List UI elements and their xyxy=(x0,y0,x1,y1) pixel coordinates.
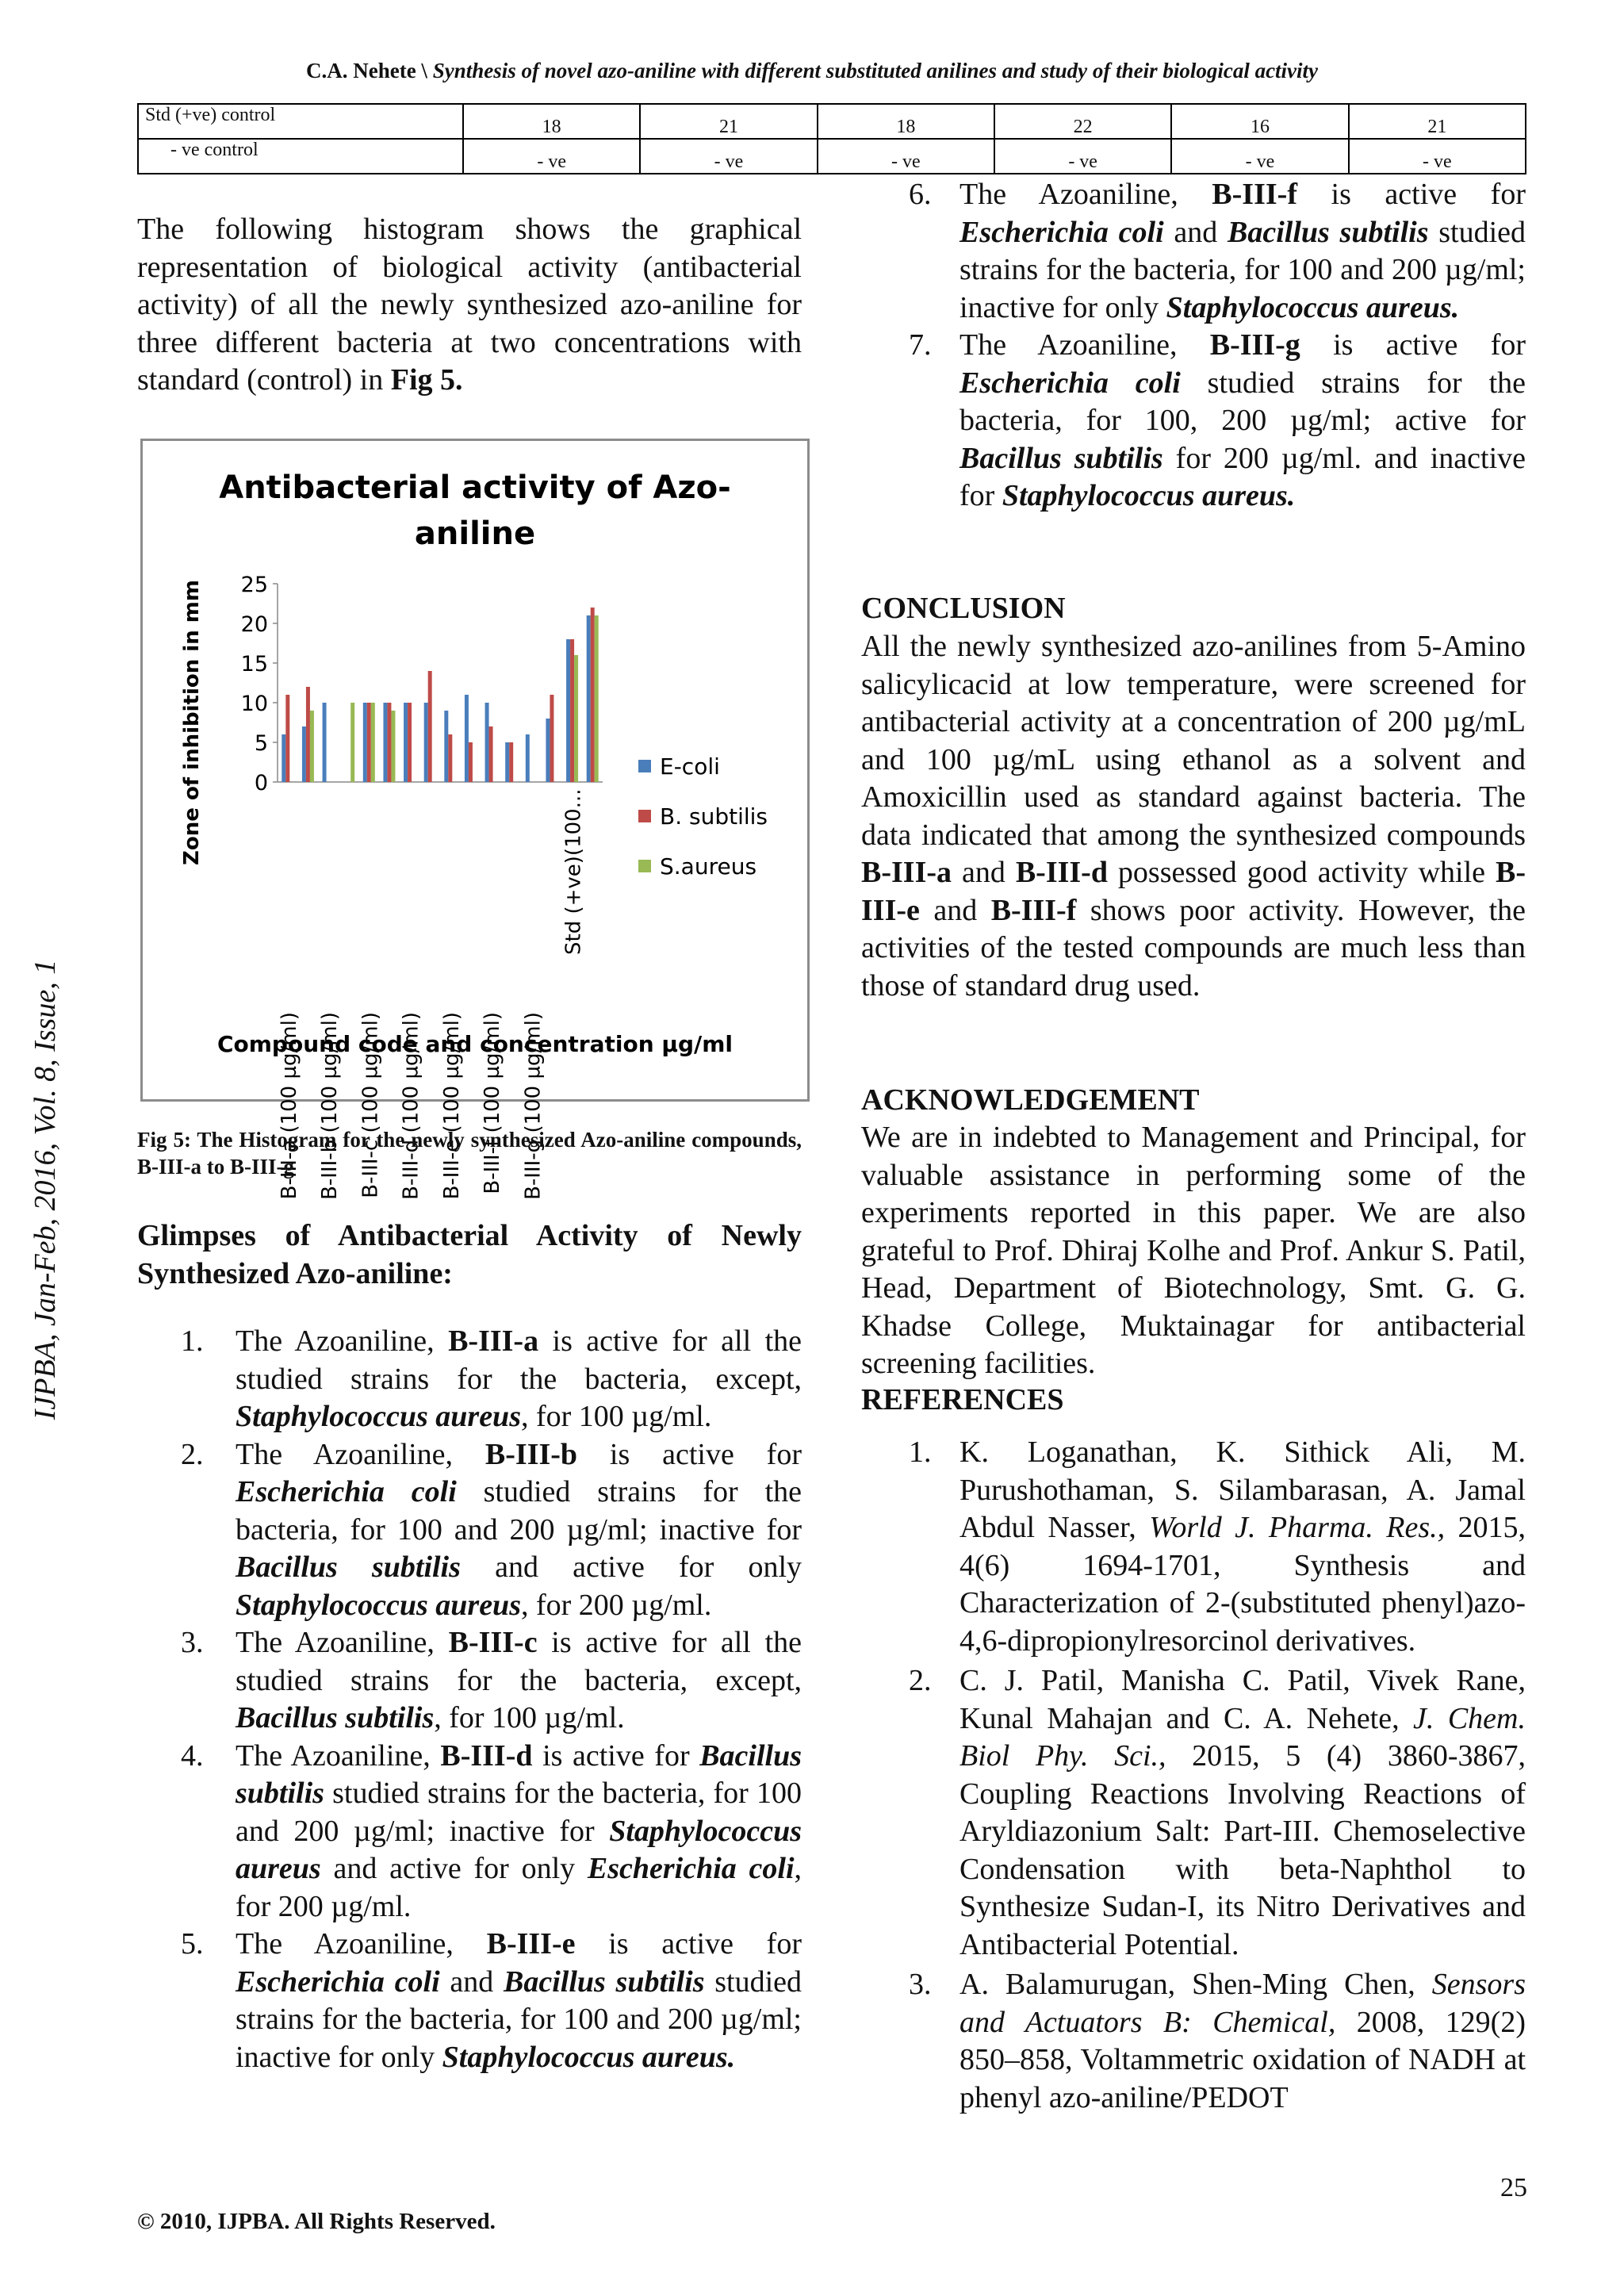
species-name: Bacillus subtilis xyxy=(1228,215,1429,249)
text-run: possessed good activity while xyxy=(1107,856,1496,889)
header-title: Synthesis of novel azo-aniline with different substituted anilines and study of their biological activity xyxy=(432,59,1319,82)
x-tick-label: B-III-a (100 µg/ml) xyxy=(277,1012,301,1200)
acknowledgement-paragraph: We are in indebted to Management and Principal, for valuable assistance in performing some of the experiments reported in this paper. We are also grateful to Prof. Dhiraj Kolhe and Prof. Ankur S. Patil, Head, Department of Biotechnology, Smt. G. G. Khadse College, Muktainagar for antibacterial screening facilities. xyxy=(861,1121,1526,1380)
list-number: 2. xyxy=(181,1437,204,1471)
compound-code: B-III-c xyxy=(448,1626,538,1659)
list-item xyxy=(137,1624,802,1738)
bar-b-subtilis xyxy=(428,671,432,782)
list-item xyxy=(137,1738,802,1926)
compound-code: B-III-d xyxy=(1015,856,1108,889)
bar-b-subtilis xyxy=(509,742,513,782)
conclusion-heading: CONCLUSION xyxy=(861,592,1066,625)
list-number: 6. xyxy=(909,178,932,211)
legend-swatch xyxy=(638,860,651,872)
control-table xyxy=(137,103,1526,174)
species-name: Bacillus subtilis xyxy=(236,1550,461,1584)
species-name: Escherichia coli xyxy=(587,1852,795,1885)
text-run: and xyxy=(919,893,991,927)
text-run: is active for xyxy=(1300,328,1526,362)
list-number: 3. xyxy=(909,1968,932,2001)
bar-b-subtilis xyxy=(285,695,289,782)
figure-reference: Fig 5. xyxy=(390,363,463,397)
y-tick-label: 15 xyxy=(240,652,268,677)
table-cell: - ve xyxy=(463,139,640,174)
y-tick-label: 25 xyxy=(240,573,268,597)
text-run: and active for only xyxy=(460,1550,802,1584)
text-run: 2015, 4(6) 1694-1701, Synthesis and Characterization of 2-(substituted phenyl)azo-4,6-dipropionylresorcinol derivatives. xyxy=(959,1511,1526,1658)
species-name: Staphylococcus aureus xyxy=(236,1814,802,1885)
text-run: A. Balamurugan, Shen-Ming Chen, xyxy=(959,1968,1432,2001)
section-heading: Glimpses of Antibacterial Activity of Newly Synthesized Azo-aniline: xyxy=(137,1219,802,1290)
bar-s-aureus xyxy=(574,655,578,782)
text-run: for 200 µg/ml. and inactive for xyxy=(959,441,1526,512)
bar-b-subtilis xyxy=(448,734,452,782)
species-name: Bacillus subtilis xyxy=(236,1701,435,1734)
intro-text: The following histogram shows the graphical representation of biological activity (antibacterial activity) of all the newly synthesized azo-aniline for three different bacteria at two concentrations with standard (control) in xyxy=(137,213,802,397)
text-run: and xyxy=(952,856,1016,889)
text-run: , for 200 µg/ml. xyxy=(236,1852,802,1923)
bar-e-coli xyxy=(404,703,408,782)
bar-s-aureus xyxy=(350,703,354,782)
journal-name: World J. Pharma. Res., xyxy=(1149,1511,1446,1544)
bar-s-aureus xyxy=(595,615,599,782)
glimpses-list-continued xyxy=(861,176,1526,516)
bar-e-coli xyxy=(546,719,550,782)
x-tick-label: B-III-d (100 µg/ml) xyxy=(399,1012,423,1200)
copyright-notice: © 2010, IJPBA. All Rights Reserved. xyxy=(137,2209,496,2234)
bar-e-coli xyxy=(444,711,448,782)
text-run: The Azoaniline, xyxy=(236,1626,449,1659)
running-header xyxy=(0,59,1624,83)
species-name: Escherichia coli xyxy=(959,366,1181,400)
conclusion-paragraph xyxy=(861,628,1526,1005)
bar-e-coli xyxy=(485,703,489,782)
table-cell: - ve control xyxy=(138,139,463,174)
species-name: Staphylococcus aureus. xyxy=(1002,479,1296,512)
intro-paragraph xyxy=(137,211,802,400)
table-cell: 21 xyxy=(1349,104,1526,139)
text-run: studied strains for the bacteria, for 100 and 200 µg/ml; inactive for only xyxy=(236,1964,802,2074)
list-number: 1. xyxy=(181,1324,204,1358)
text-run: and active for only xyxy=(320,1852,588,1885)
reference-item xyxy=(861,1966,1526,2117)
text-run: studied strains for the bacteria, for 100, 200 µg/ml; active for xyxy=(959,366,1526,437)
bar-e-coli xyxy=(302,726,306,782)
x-tick-label: Std (+ve)(100... xyxy=(561,788,586,955)
species-name: Staphylococcus aureus xyxy=(236,1588,521,1622)
compound-code: B-III-a xyxy=(861,856,952,889)
legend-swatch xyxy=(638,760,651,772)
bar-e-coli xyxy=(526,734,530,782)
acknowledgement-heading: ACKNOWLEDGEMENT xyxy=(861,1083,1200,1117)
journal-name: Sensors and Actuators B: Chemical, xyxy=(959,1968,1526,2039)
bar-b-subtilis xyxy=(550,695,553,782)
species-name: Staphylococcus aureus. xyxy=(442,2040,736,2074)
bar-e-coli xyxy=(383,703,387,782)
table-row xyxy=(138,104,1526,139)
species-name: Bacillus subtilis xyxy=(959,441,1163,475)
text-run: 2015, 5 (4) 3860-3867, Coupling Reactions Involving Reactions of Aryldiazonium Salt: Part-III. Chemoselective Condensation with beta-Naphthol to Synthesize Sudan-I, its Nitro Derivatives and Antibacterial Potential. xyxy=(959,1739,1526,1961)
species-name: Staphylococcus aureus. xyxy=(1166,290,1460,324)
species-name: Escherichia coli xyxy=(236,1964,440,1999)
bar-e-coli xyxy=(323,703,327,782)
y-tick-label: 20 xyxy=(240,612,268,637)
text-run: All the newly synthesized azo-anilines from 5-Amino salicylicacid at low temperature, were screened for antibacterial activity at a concentration of 200 µg/mL and 100 µg/mL using ethanol as a solvent and Amoxicillin used as standard against bacteria. The data indicated that among the synthesized compounds xyxy=(861,630,1526,852)
compound-code: B-III-f xyxy=(1212,178,1297,211)
bar-e-coli xyxy=(424,703,428,782)
bar-s-aureus xyxy=(391,711,395,782)
bar-b-subtilis xyxy=(387,703,391,782)
species-name: Bacillus subtilis xyxy=(236,1738,802,1810)
table-cell: Std (+ve) control xyxy=(138,104,463,139)
table-cell: - ve xyxy=(1171,139,1348,174)
text-run: The Azoaniline, xyxy=(959,328,1210,362)
list-item xyxy=(137,1926,802,2076)
text-run: , for 100 µg/ml. xyxy=(434,1701,625,1734)
page-number: 25 xyxy=(1500,2173,1527,2202)
y-tick-label: 0 xyxy=(254,771,268,795)
compound-code: B-III-d xyxy=(440,1738,533,1773)
text-run: is active for xyxy=(575,1927,802,1961)
text-run: The Azoaniline, xyxy=(236,1738,441,1773)
legend-swatch xyxy=(638,810,651,822)
bar-b-subtilis xyxy=(570,639,574,782)
list-number: 3. xyxy=(181,1626,204,1659)
figure-caption: Fig 5: The Histogram for the newly synthesized Azo-aniline compounds, B-III-a to B-III-g xyxy=(137,1128,802,1179)
text-run: The Azoaniline, xyxy=(236,1437,485,1471)
list-number: 7. xyxy=(909,328,932,362)
list-item xyxy=(861,176,1526,327)
text-run: and xyxy=(439,1964,504,1999)
text-run: K. Loganathan, K. Sithick Ali, M. Purushothaman, S. Silambarasan, A. Jamal Abdul Nasser, xyxy=(959,1435,1526,1544)
references-heading: REFERENCES xyxy=(861,1383,1064,1416)
y-tick-label: 5 xyxy=(254,731,268,756)
reference-item xyxy=(861,1662,1526,1964)
chart-title: Antibacterial activity of Azo- xyxy=(219,470,731,506)
text-run: is active for xyxy=(1297,178,1526,211)
legend-label: B. subtilis xyxy=(660,803,768,830)
bar-s-aureus xyxy=(310,711,314,782)
bar-b-subtilis xyxy=(408,703,412,782)
table-cell: - ve xyxy=(994,139,1171,174)
text-run: is active for all the studied strains for the bacteria, except, xyxy=(236,1626,802,1697)
x-tick-label: B-III-b (100 µg/ml) xyxy=(318,1012,343,1200)
chart-legend xyxy=(638,753,768,880)
header-author: C.A. Nehete \ xyxy=(305,59,433,82)
y-axis-label: Zone of inhibition in mm xyxy=(180,580,204,865)
chart-title: aniline xyxy=(414,516,536,552)
text-run: and xyxy=(1163,215,1228,249)
text-run: The Azoaniline, xyxy=(959,178,1212,211)
text-run: studied strains for the bacteria, for 100 and 200 µg/ml; inactive for xyxy=(236,1475,802,1547)
legend-label: S.aureus xyxy=(660,853,757,880)
species-name: Escherichia coli xyxy=(236,1475,457,1508)
y-tick-label: 10 xyxy=(240,692,268,716)
compound-code: B-III-e xyxy=(861,856,1526,927)
list-item xyxy=(137,1323,802,1436)
glimpses-list xyxy=(137,1323,802,2076)
compound-code: B-III-e xyxy=(486,1927,576,1961)
table-cell: 16 xyxy=(1171,104,1348,139)
text-run: studied strains for the bacteria, for 100 and 200 µg/ml; inactive for xyxy=(236,1777,802,1848)
x-tick-label: B-III-c (100 µg/ml) xyxy=(358,1012,383,1198)
table-cell: - ve xyxy=(1349,139,1526,174)
text-run: C. J. Patil, Manisha C. Patil, Vivek Rane, Kunal Mahajan and C. A. Nehete, xyxy=(959,1664,1526,1735)
list-number: 5. xyxy=(181,1927,204,1961)
text-run: shows poor activity. However, the activities of the tested compounds are much less than those of standard drug used. xyxy=(861,893,1526,1002)
bar-group xyxy=(282,608,598,782)
x-tick-label: B-III-e (100 µg/ml) xyxy=(439,1012,464,1200)
reference-item xyxy=(861,1434,1526,1660)
bar-s-aureus xyxy=(371,703,375,782)
compound-code: B-III-f xyxy=(990,893,1077,927)
compound-code: B-III-g xyxy=(1209,328,1300,362)
text-run: , for 100 µg/ml. xyxy=(520,1400,712,1433)
table-cell: - ve xyxy=(640,139,817,174)
species-name: Escherichia coli xyxy=(959,215,1164,249)
list-item xyxy=(137,1436,802,1625)
species-name: Staphylococcus aureus xyxy=(236,1400,521,1433)
legend-label: E-coli xyxy=(660,753,720,780)
table-cell: 21 xyxy=(640,104,817,139)
bar-e-coli xyxy=(465,695,469,782)
text-run: is active for xyxy=(532,1738,700,1773)
bar-b-subtilis xyxy=(469,742,473,782)
species-name: Bacillus subtilis xyxy=(504,1964,705,1999)
list-number: 4. xyxy=(181,1738,204,1773)
text-run: is active for all the studied strains for the bacteria, except, xyxy=(236,1324,802,1396)
list-number: 2. xyxy=(909,1664,932,1697)
bar-b-subtilis xyxy=(306,687,310,782)
bar-b-subtilis xyxy=(591,608,595,782)
list-number: 1. xyxy=(909,1435,932,1469)
x-axis-label: Compound code and concentration µg/ml xyxy=(216,1031,733,1057)
references-list xyxy=(861,1434,1526,2119)
text-run: studied strains for the bacteria, for 100 and 200 µg/ml; inactive for only xyxy=(959,215,1526,324)
bar-e-coli xyxy=(505,742,509,782)
text-run: The Azoaniline, xyxy=(236,1927,487,1961)
bar-e-coli xyxy=(587,615,591,782)
x-tick-label: B-III-g (100 µg/ml) xyxy=(521,1012,546,1200)
table-cell: 18 xyxy=(463,104,640,139)
list-item xyxy=(861,327,1526,516)
table-cell: 22 xyxy=(994,104,1171,139)
journal-side-label: IJPBA, Jan-Feb, 2016, Vol. 8, Issue, 1 xyxy=(29,959,62,1420)
text-run: 2008, 129(2) 850–858, Voltammetric oxidation of NADH at phenyl azo-aniline/PEDOT xyxy=(959,2005,1526,2114)
journal-name: J. Chem. Biol Phy. Sci., xyxy=(959,1701,1526,1773)
compound-code: B-III-a xyxy=(448,1324,539,1358)
x-tick-label: B-III-f (100 µg/ml) xyxy=(481,1012,505,1194)
table-cell: - ve xyxy=(818,139,994,174)
bar-e-coli xyxy=(363,703,367,782)
table-row xyxy=(138,139,1526,174)
bar-b-subtilis xyxy=(367,703,371,782)
text-run: The Azoaniline, xyxy=(236,1324,449,1358)
bar-e-coli xyxy=(566,639,570,782)
text-run: , for 200 µg/ml. xyxy=(520,1588,712,1622)
compound-code: B-III-b xyxy=(485,1437,578,1471)
bar-b-subtilis xyxy=(489,726,493,782)
table-cell: 18 xyxy=(818,104,994,139)
text-run: is active for xyxy=(577,1437,802,1471)
bar-e-coli xyxy=(282,734,285,782)
